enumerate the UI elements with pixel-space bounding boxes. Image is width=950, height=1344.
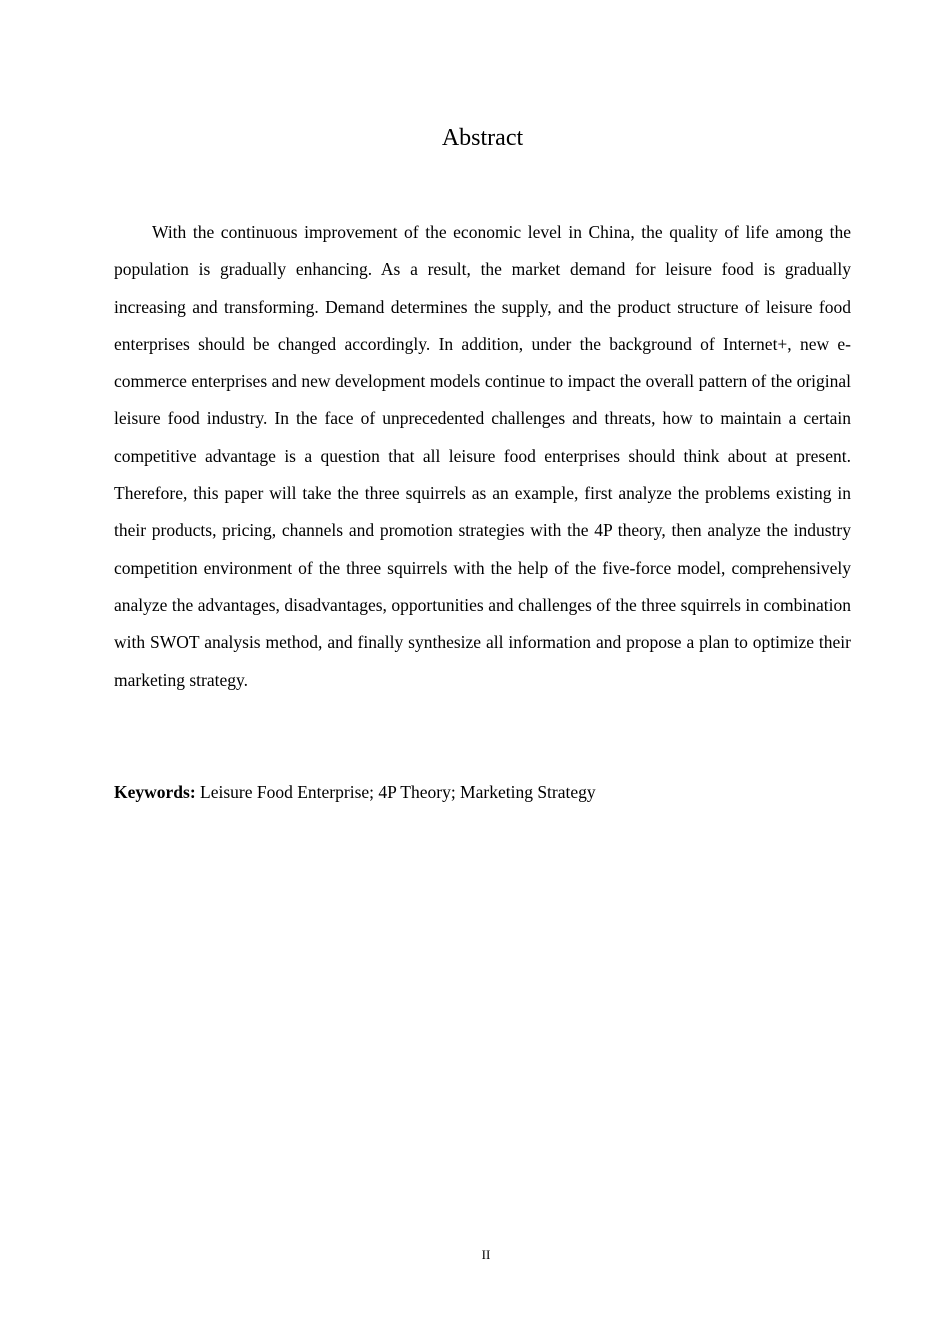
abstract-paragraph: With the continuous improvement of the economic level in China, the quality of life among the population is gradually enhancing. As a result, the market demand for leisure food is gradually increasing and transforming. Demand determines the supply, and the product structure of leisure food enterprises should be changed accordingly. In addition, under the background of Internet+, new e-commerce enterprises and new development models continue to impact the overall pattern of the original leisure food industry. In the face of unprecedented challenges and threats, how to maintain a certain competitive advantage is a question that all leisure food enterprises should think about at present. Therefore, this paper will take the three squirrels as an example, first analyze the problems existing in their products, pricing, channels and promotion strategies with the 4P theory, then analyze the industry competition environment of the three squirrels with the help of the five-force model, comprehensively analyze the advantages, disadvantages, opportunities and challenges of the three squirrels in combination with SWOT analysis method, and finally synthesize all information and propose a plan to optimize their marketing strategy. [114,222,851,690]
page-number: II [481,1247,491,1262]
keywords-text: Leisure Food Enterprise; 4P Theory; Marketing Strategy [195,782,596,802]
keywords-line [114,776,851,808]
page-title: Abstract [441,125,524,151]
keywords-label: Keywords: [114,782,196,802]
